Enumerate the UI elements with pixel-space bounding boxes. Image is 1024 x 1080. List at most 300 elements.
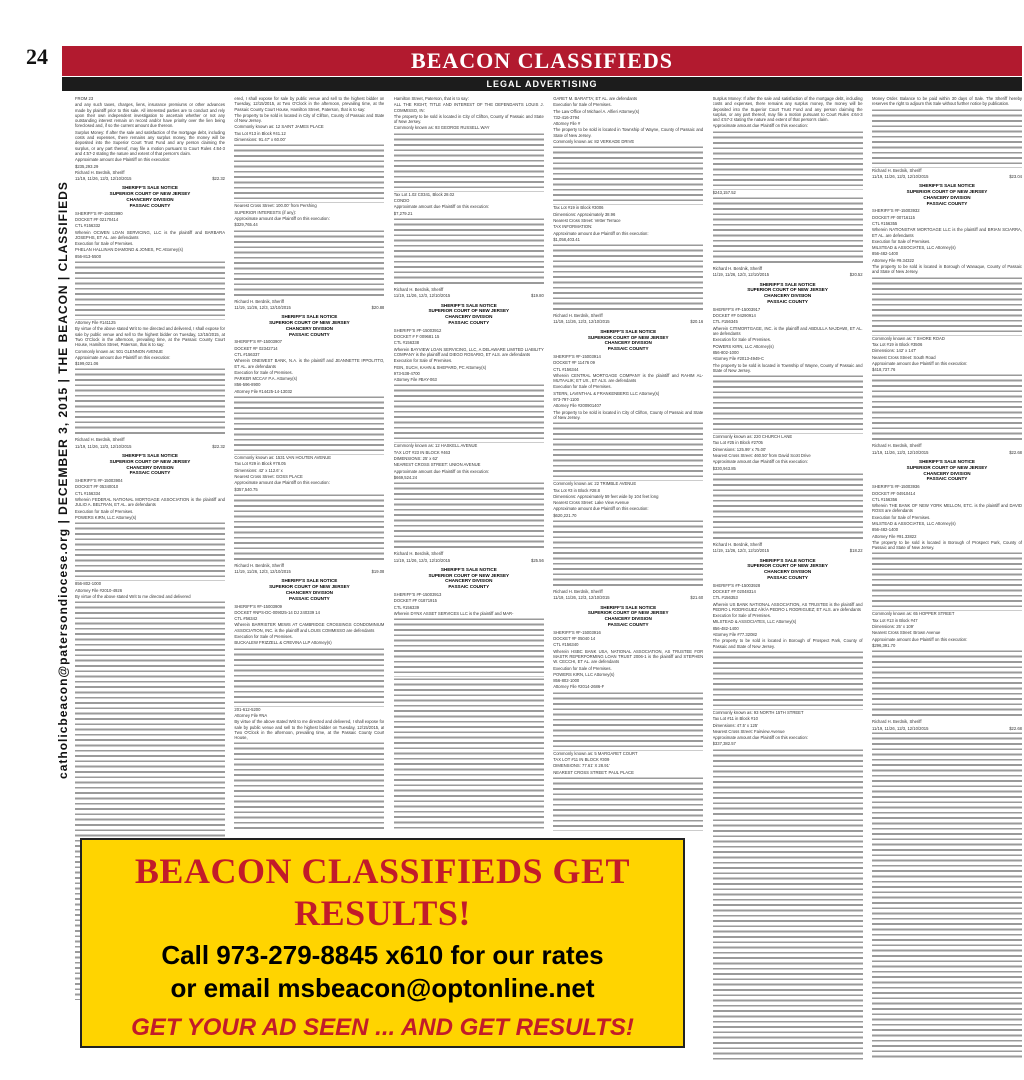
notice-text: Wherein BAYVIEW LOAN SERVICING, LLC, A DELAWARE LIMITED LIABILITY COMPANY is the plaintiff and DIEGO ROSARIO, ET ALS. are defendants [393, 346, 544, 357]
notice-text: Execution for Sale of Premises. [553, 384, 612, 390]
notice-text: Attorney File #141125 [75, 320, 116, 326]
notice-text: Wherein US BANK NATIONAL ASSOCIATION, AS TRUSTEE is the plaintiff and PEDRO L RODRIGUEZ A/K/A PEDRO L RODRIGUEZ; ET ALS. are defendants [712, 601, 863, 612]
notice-text: 973-538-4700 [393, 370, 420, 376]
docket-number: DOCKET #F 02342714 [234, 345, 278, 351]
intro-date: 11/19, 11/26, 12/3, 12/10/2015 [75, 176, 132, 182]
sheriff-number: SHERIFF'S #F-15003932 [872, 208, 920, 214]
notice-sheriff: SHERIFF'S SALE NOTICE [122, 185, 178, 191]
notice-county: PASSAIC COUNTY [607, 621, 649, 627]
notice-text: Approximate amount due Plaintiff on this execution: [872, 360, 968, 366]
docket-number: DOCKET #F 11476 09 [553, 360, 595, 366]
legal-text-block [713, 196, 863, 266]
notice-text: Nearest Cross Street: 460.50' from David Scott Drive [712, 453, 811, 459]
publication-dates: 11/19, 11/26, 12/3, 12/10/2015 [872, 449, 929, 455]
publication-row [713, 548, 863, 553]
docket-number: DOCKET #F 05340010 [75, 484, 119, 490]
intro-date-row [75, 176, 225, 181]
notice-division: CHANCERY DIVISION [126, 197, 174, 203]
docket-number: DOCKET #NPS-DC-009025-14 DJ 240339 14 [234, 609, 320, 615]
legal-text-block [394, 617, 544, 677]
notice-text: 973-797-1100 [553, 397, 579, 403]
notice-sheriff: SHERIFF'S SALE NOTICE [122, 452, 178, 458]
legal-text-block [872, 276, 1022, 336]
notice-heading [553, 329, 703, 352]
notice-county: PASSAIC COUNTY [448, 584, 490, 590]
notice-text: TAX INFORMATION: [553, 224, 593, 230]
notice-court: SUPERIOR COURT OF NEW JERSEY [747, 563, 828, 569]
notice-text: Dimensions: 25' x 109' [872, 624, 914, 630]
notice-text: Tax Lot #13 in Block #47 [872, 617, 918, 623]
notice-text: Attorney File # [553, 121, 581, 127]
notice-text: PHELAN HALLINAN DIAMOND & JONES, PC Attorney(s) [75, 247, 183, 253]
notice-text: Execution for Sale of Premises. [872, 514, 931, 520]
notice-text: Approximate amount due Plaintiff on this execution: [712, 735, 808, 741]
amount-due: $7,279.21 [393, 210, 413, 216]
sheriff-number: SHERIFF'S #F-15003990 [75, 210, 123, 216]
notice-text: The property to be sold is located in Borough of Wanaque, County of Passaic and State of New Jersey. [872, 264, 1022, 275]
notice-text: DIMENSIONS: 77.61' X 28.91' [553, 763, 610, 769]
notice-heading [394, 567, 544, 590]
notice-court: SUPERIOR COURT OF NEW JERSEY [269, 584, 350, 590]
notice-text: The property to be sold is located in City of Clifton, County of Passaic and State of New Jersey. [234, 112, 385, 124]
notice-text: Attorney File #9.34322 [872, 257, 915, 263]
legal-text-block [234, 143, 384, 203]
publication-dates: 11/19, 11/26, 12/3, 12/10/2015 [872, 725, 929, 731]
notice-text: Attorney File #2013-4949-C [712, 356, 765, 362]
publication-dates: 11/19, 11/26, 12/3, 12/10/2015 [712, 272, 770, 278]
notice-text: Nearest Cross Street: 100.00' from Pershing [234, 203, 317, 209]
sheriff-signature: Richard H. Berdnik, Sheriff [75, 437, 125, 443]
notice-text: Commonly known as: 501 GLENNON AVENUE [75, 348, 163, 354]
notice-text: BUCKALEW FRIZZELL & CREVINA LLP Attorney(s) [234, 640, 332, 646]
notice-text: Approximate amount due Plaintiff on this execution: [553, 230, 649, 236]
publication-dates: 11/19, 11/26, 12/3, 12/10/2015 [234, 569, 291, 575]
notice-text: 201-612-5200 [234, 706, 261, 712]
sheriff-signature: Richard H. Berdnik, Sheriff [393, 551, 444, 557]
publication-dates: 11/19, 11/26, 12/3, 12/10/2015 [553, 319, 610, 325]
notice-text: Execution for Sale of Premises. [75, 241, 134, 247]
notice-price: $19.08 [371, 569, 385, 575]
notice-sheriff: SHERIFF'S SALE NOTICE [281, 578, 338, 584]
amount-due: $199,021.06 [75, 361, 99, 367]
publication-dates: 11/19, 11/26, 12/3, 12/10/2015 [234, 304, 291, 310]
publication-row [394, 558, 544, 563]
notice-court: SUPERIOR COURT OF NEW JERSEY [906, 464, 988, 470]
notice-text: CTL #156339 [393, 604, 420, 610]
publication-dates: 11/19, 11/26, 12/3, 12/10/2015 [75, 443, 132, 449]
docket-number: DOCKET #F 05040 14 [553, 636, 596, 642]
notice-price: $23.04 [1009, 173, 1022, 179]
notice-text: Execution for Sale of Premises. [234, 369, 293, 375]
notice-text: CTL #156353 [712, 595, 738, 601]
notice-heading [713, 282, 863, 305]
notice-text: By virtue of the above stated Writ to me directed and delivered, I shall expose for sale by public venue and sell to the highest bidder on Tuesday, 12/15/2015, at Two O'Clock in the afternoon, prevailing time, at the Passaic County Court House, [234, 719, 385, 741]
notice-court: SUPERIOR COURT OF NEW JERSEY [109, 458, 191, 464]
notice-text: Wherein OCWEN LOAN SERVICING, LLC is the plaintiff and BARBARA JOSEPHS, ET AL. are defendants [75, 229, 225, 240]
notice-text: Tax Lot #19 in Block #3006 [553, 205, 604, 211]
sheriff-number: SHERIFF'S #F-15003904 [75, 478, 123, 484]
notice-division: CHANCERY DIVISION [763, 293, 812, 299]
notice-text: CTL #56342 [234, 616, 258, 622]
notice-division: CHANCERY DIVISION [285, 589, 333, 595]
notice-text: Tax Lot #29 in Block #78.05 [234, 461, 286, 467]
notice-text: CTL #156332 [75, 223, 101, 229]
legal-text-block [713, 130, 863, 190]
notice-sheriff: SHERIFF'S SALE NOTICE [759, 281, 816, 287]
notice-text: Commonly known as: 220 CHURCH LANE [712, 434, 793, 440]
notice-text: Attorney File #NA [234, 712, 268, 718]
notice-price: $22.68 [1009, 725, 1022, 731]
notice-court: SUPERIOR COURT OF NEW JERSEY [587, 610, 669, 616]
notice-text: POWERS KIRN, LLC Attorney(s) [712, 343, 774, 349]
notice-text: Tax Lot #19 in Block #3506 [872, 341, 923, 347]
notice-sheriff: SHERIFF'S SALE NOTICE [919, 183, 975, 189]
publication-dates: 11/19, 11/26, 12/3, 12/10/2015 [393, 557, 451, 563]
publication-row [553, 595, 703, 600]
docket-number: DOCKET #F 01871915 [393, 598, 438, 604]
notice-text: 856-802-1000 [75, 581, 102, 587]
notice-text: Commonly known as: 93 NORTH 15TH STREET [712, 709, 804, 715]
classifieds-ad [80, 838, 685, 1048]
publication-row [234, 305, 384, 310]
docket-number: DOCKET #F 02170414 [75, 216, 119, 222]
notice-text: The property to be sold is located in Township of Wayne, County of Passaic and State of New Jersey. [553, 127, 704, 138]
notice-text: 856-482-1400 [712, 625, 739, 631]
notice-text: Nearest Cross Street: South Road [872, 354, 936, 360]
sheriff-signature: Richard H. Berdnik, Sheriff [234, 562, 284, 568]
publication-row [872, 174, 1022, 179]
notice-text: Approximate amount due Plaintiff on this execution: [393, 204, 490, 210]
notice-heading [553, 605, 703, 628]
notice-court: SUPERIOR COURT OF NEW JERSEY [428, 572, 510, 578]
notice-heading [234, 314, 384, 337]
sheriff-number: SHERIFF'S #F-15003917 [712, 306, 761, 312]
notice-text: Commonly known as: 22 TRIMBLE AVENUE [553, 481, 637, 487]
notice-heading [394, 303, 544, 326]
column-5 [713, 96, 863, 1061]
notice-price: $20.52 [849, 272, 863, 278]
sheriff-number: SHERIFF'S #F-15003928 [712, 582, 761, 588]
notice-sheriff: SHERIFF'S SALE NOTICE [440, 566, 497, 572]
docket-number: DOCKET # F 009681 15 [393, 334, 440, 340]
notice-text: CTL #156334 [75, 490, 101, 496]
legal-text-block [394, 677, 544, 831]
notice-text: Approximate amount due Plaintiff on this execution: [234, 215, 330, 221]
legal-text-block [394, 132, 544, 192]
notice-price: $22.32 [212, 443, 225, 449]
notice-text: Approximate amount due Plaintiff on this execution: [553, 506, 649, 512]
sheriff-signature: Richard H. Berdnik, Sheriff [712, 266, 763, 272]
notice-text: Approximate amount due Plaintiff on this execution: [872, 636, 968, 642]
notice-text: The property to be sold is located in Borough of Prospect Park, County of Passaic and State of New Jersey. [872, 539, 1022, 551]
ad-tagline: GET YOUR AD SEEN ... AND GET RESULTS! [131, 1014, 634, 1041]
notice-text: CTL #156344 [553, 366, 579, 372]
publication-row [394, 293, 544, 298]
notice-text: The property to be sold is located in Township of Wayne, County of Passaic and State of New Jersey. [712, 362, 863, 373]
notice-text: Approximate amount due Plaintiff on this execution: [75, 354, 171, 360]
notice-text: Commonly known as: 7 SHORE ROAD [872, 335, 945, 341]
notice-text: Commonly known as: 12 HASKELL AVENUE [393, 443, 478, 449]
notice-text: 856-482-1400 [872, 251, 899, 257]
notice-text: Nearest Cross Street: Lake View Avenue [553, 500, 629, 506]
sheriff-signature: Richard H. Berdnik, Sheriff [553, 588, 603, 594]
notice-court: SUPERIOR COURT OF NEW JERSEY [906, 188, 988, 194]
sheriff-signature: Richard H. Berdnik, Sheriff [872, 443, 922, 449]
notice-text: 856-802-1000 [712, 349, 739, 355]
notice-division: CHANCERY DIVISION [604, 616, 652, 622]
notice-text: Tax Lot #25 in Block #2705 [712, 440, 763, 446]
notice-text: Commonly known as: 5 MARGARET COURT [553, 750, 638, 756]
legal-text-block [872, 108, 1022, 168]
notice-sheriff: SHERIFF'S SALE NOTICE [281, 314, 338, 320]
notice-court: SUPERIOR COURT OF NEW JERSEY [428, 308, 510, 314]
notice-heading [713, 558, 863, 581]
legal-text-block [553, 421, 703, 481]
notice-text: CTL #156356 [872, 496, 898, 502]
notice-text: Attorney File #2010-4926 [75, 587, 123, 593]
notice-text: Dimensions: Approximately 59 feet wide by 104 feet long [553, 493, 659, 499]
notice-text: ered, I shall expose for sale by public venue and sell to the highest bidder on Tuesday, 12/15/2015, at Two O'Clock in the afternoon, prevailing time, at the Passaic County Court House, Hamilton Street, Paterson, that is to say: [234, 96, 385, 112]
publication-dates: 11/19, 11/26, 12/3, 12/10/2015 [872, 173, 929, 179]
legal-text-block [394, 383, 544, 443]
notice-text: The property to be sold is located in City of Clifton, County of Passaic and State of New Jersey. [393, 113, 544, 125]
notice-price: $25.56 [530, 557, 544, 563]
notice-text: Execution for Sale of Premises. [234, 634, 293, 640]
notice-text: Wherein ONEWEST BANK, N.A. is the plaintiff and JEANNETTE IPPOLITTO, ET AL. are defendants [234, 358, 385, 369]
intro-paragraph: Approximate amount due Plaintiff on this execution: [75, 157, 171, 163]
sheriff-signature: Richard H. Berdnik, Sheriff [234, 298, 284, 304]
notice-price: $19.80 [530, 293, 544, 299]
publication-row [713, 272, 863, 277]
notice-text: Approximate amount due Plaintiff on this execution: [712, 123, 808, 129]
notice-text: The property to be sold is located in City of Clifton, County of Passaic and State of New Jersey. [553, 409, 704, 420]
legal-text-block [872, 551, 1022, 611]
notice-heading [872, 459, 1022, 482]
notice-text: Tax Lot 1.02 C0341, Block 28.02 [393, 191, 455, 197]
legal-text-block [713, 374, 863, 434]
notice-text: CTL #156340 [553, 642, 579, 648]
notice-text: Attorney File #200901407 [553, 403, 602, 409]
notice-division: CHANCERY DIVISION [445, 578, 493, 584]
amount-due: $620,221.70 [553, 512, 577, 518]
publication-row [872, 450, 1022, 455]
notice-county: PASSAIC COUNTY [767, 574, 808, 580]
sidebar-running-head [56, 70, 70, 890]
notice-text: Execution for Sale of Premises. [553, 102, 612, 108]
ad-headline: BEACON CLASSIFIEDS GET RESULTS! [134, 851, 631, 933]
notice-text: CONDO [393, 198, 410, 204]
notice-county: PASSAIC COUNTY [767, 299, 808, 305]
notice-text: Execution for Sale of Premises. [393, 358, 453, 364]
notice-division: CHANCERY DIVISION [126, 464, 174, 470]
notice-heading [872, 183, 1022, 206]
sheriff-number: SHERIFF'S #F-15003936 [872, 484, 920, 490]
legal-text-block [553, 145, 703, 205]
sheriff-signature: Richard H. Berdnik, Sheriff [393, 286, 444, 292]
notice-text: Wherein FEDERAL NATIONAL MORTGAGE ASSOCIATION is the plaintiff and JULIO A. BELTRAN, ET AL. are defendants [75, 497, 225, 508]
publication-row [553, 319, 703, 324]
intro-paragraph: FROM 23 [75, 96, 94, 101]
notice-text: By virtue of the above stated Writ to me directed and delivered [75, 593, 191, 599]
notice-text: Dimensions: 142' x 147' [872, 348, 917, 354]
notice-text: Dimensions: Approximately 38.96 [553, 211, 616, 217]
sheriff-number: SHERIFF'S #F-15003914 [553, 353, 601, 359]
notice-county: PASSAIC COUNTY [926, 200, 968, 206]
notice-text: The property to be sold is located in Borough of Prospect Park, County of Passaic and State of New Jersey. [712, 638, 863, 649]
notice-county: PASSAIC COUNTY [607, 346, 649, 352]
notice-text: Dimensions: 42' x 112.6' x [234, 467, 283, 473]
sheriff-number: SHERIFF'S #F-15003916 [553, 629, 601, 635]
notice-text: Commonly known as: 93 GEORGE RUSSELL WAY [393, 125, 490, 131]
notice-division: CHANCERY DIVISION [445, 314, 493, 320]
sheriff-signature: Richard H. Berdnik, Sheriff [553, 313, 603, 319]
notice-text: Commonly known as: 82 VERKADE DRIVE [553, 139, 635, 145]
notice-text: TAX LOT #23 IN BLOCK #463 [393, 449, 451, 455]
notice-text: Tax Lot #13 in Block #41.12 [234, 130, 286, 136]
notice-heading [75, 453, 225, 476]
notice-text: Wherein BARRISTER MEWS AT CAMBRIDGE CROSSINGS CONDOMINIUM ASSOCIATION, INC. is the plaintiff and LOUIS COMMISSO are defendants [234, 622, 385, 633]
notice-court: SUPERIOR COURT OF NEW JERSEY [747, 287, 828, 293]
legal-text-block [394, 481, 544, 551]
notice-sheriff: SHERIFF'S SALE NOTICE [759, 557, 816, 563]
amount-due: $330,943.85 [712, 465, 736, 471]
amount-due: $243,157.52 [712, 189, 736, 195]
sheriff-signature: Richard H. Berdnik, Sheriff [872, 719, 922, 725]
notice-price: $18.22 [849, 548, 863, 554]
intro-paragraph: Surplus Money: If after the sale and satisfaction of the mortgage debt, including costs and expenses, there remains any surplus money, the money will be deposited into the Superior Court Trust Fund and any person claiming the surplus, or any part thereof, may file a motion pursuant to Court Rules 4:64-3 and 4:57-2 stating the nature and extent of that person's claim. [75, 129, 225, 156]
intro-signature: Richard H. Berdnik, Sheriff [75, 169, 125, 175]
legal-text-block [234, 741, 384, 831]
notice-text: Attorney File #14425-14-13032 [234, 388, 293, 394]
notice-text: CTL #156338 [393, 340, 420, 346]
intro-amount: $235,293.29 [75, 163, 99, 169]
notice-text: Nearest Cross Street: Brown Avenue [872, 630, 941, 636]
column-6 [872, 96, 1022, 1061]
notice-text: PARKER MCCAY P.A. Attorney(s) [234, 376, 298, 382]
legal-text-block [872, 731, 1022, 1061]
notice-text: POWERS KIRN, LLC Attorney(s) [553, 671, 615, 677]
publication-dates: 11/19, 11/26, 12/3, 12/10/2015 [393, 293, 451, 299]
notice-text: MILSTEAD & ASSOCIATES, LLC Attorney(s) [872, 520, 956, 526]
notice-court: SUPERIOR COURT OF NEW JERSEY [269, 319, 350, 325]
notice-text: Approximate amount due Plaintiff on this execution: [712, 459, 808, 465]
notice-text: 856-802-1000 [553, 678, 580, 684]
notice-text: Execution for Sale of Premises. [75, 508, 134, 514]
sheriff-number: SHERIFF'S #F-15003909 [234, 603, 282, 609]
legal-text-block [713, 818, 863, 1061]
notice-text: GARET M. BARATTA; ET AL. are defendants [553, 96, 638, 101]
notice-text: Money Order. Balance to be paid within 30 days of Sale. The Sheriff hereby reserves the right to adjourn this Sale without further notice by publication. [872, 96, 1022, 107]
notice-text: Wherein CENTRAL MORTGAGE COMPANY is the plaintiff and RAHIM AL-MUTAALIK; ET UX., ET ALS. are defendants [553, 372, 704, 384]
notice-text: Attorney File #BAY-063 [393, 377, 437, 383]
notice-county: PASSAIC COUNTY [448, 319, 490, 325]
notice-text: CTL #156345 [712, 319, 738, 325]
notice-text: Approximate amount due Plaintiff on this execution: [393, 468, 490, 474]
notice-text: Wherein HSBC BANK USA, NATIONAL ASSOCIATION, AS TRUSTEE FOR MASTR REPERFORMING LOAN TRUST 2006-1 is the plaintiff and STEPHEN W. CECCHI, ET AL. are defendants [553, 648, 704, 665]
notice-text: Dimensions: 125.99' x 75.00' [712, 446, 767, 452]
notice-sheriff: SHERIFF'S SALE NOTICE [600, 604, 657, 610]
notice-text: By virtue of the above stated Writ to me directed and delivered, I shall expose for sale by public venue and sell to the highest bidder on Tuesday, 12/15/2015, at Two O'Clock in the afternoon, prevailing time, at the Passaic County Court House, Hamilton Street, Paterson, that is to say: [75, 326, 225, 348]
amount-due: $669,524.24 [393, 474, 418, 480]
notice-court: SUPERIOR COURT OF NEW JERSEY [587, 334, 669, 340]
docket-number: DOCKET #F 04910414 [872, 490, 916, 496]
legal-text-block [234, 647, 384, 707]
notice-text: POWERS KIRN, LLC Attorney(s) [75, 514, 137, 520]
notice-text: Execution for Sale of Premises. [553, 665, 612, 671]
notice-text: Attorney File #77.32082 [712, 632, 758, 638]
notice-text: Surplus Money: If after the sale and satisfaction of the mortgage debt, including costs and expenses, there remains any surplus money, the money will be deposited into the Superior Court Trust Fund and any person claiming the surplus, or any part thereof, may file a motion pursuant to Court Rules 4:64-3 and 4:57-2 stating the nature and extent of that person's claim. [712, 96, 863, 123]
notice-text: Commonly known as: 12 SAINT JAMES PLACE [234, 124, 324, 130]
legal-text-block [713, 472, 863, 542]
notice-text: 732-416-3794 [553, 114, 580, 120]
docket-number: DOCKET #F 02048314 [712, 588, 756, 594]
notice-sheriff: SHERIFF'S SALE NOTICE [600, 328, 657, 334]
notice-price: $22.68 [1009, 449, 1022, 455]
legal-text-block [394, 217, 544, 287]
amount-due: $418,737.76 [872, 367, 896, 373]
intro-price: $22.32 [212, 176, 225, 182]
publication-dates: 11/19, 11/26, 12/3, 12/10/2015 [712, 548, 770, 554]
notice-court: SUPERIOR COURT OF NEW JERSEY [109, 191, 191, 197]
publication-row [75, 444, 225, 449]
notice-text: CTL #156337 [234, 351, 260, 357]
notice-heading [234, 578, 384, 601]
sheriff-number: SHERIFF'S #F-15003913 [393, 591, 442, 597]
notice-county: PASSAIC COUNTY [289, 331, 330, 337]
notice-county: PASSAIC COUNTY [129, 470, 171, 476]
sheriff-number: SHERIFF'S #F-15003912 [393, 327, 442, 333]
sidebar-text: catholicbeacon@patersondiocese.org | DECEMBER 3, 2015 | THE BEACON | CLASSIFIEDS [56, 181, 70, 779]
notice-text: FEIN, SUCH, KAHN & SHEPARD, PC Attorney(s) [393, 364, 487, 370]
sheriff-signature: Richard H. Berdnik, Sheriff [712, 541, 763, 547]
ad-email-line: or email msbeacon@optonline.net [170, 973, 595, 1003]
column-2 [234, 96, 384, 831]
notice-price: $21.60 [690, 595, 704, 601]
notice-text: Wherein CITIMORTGAGE, INC. is the plaintiff and ABDULLA NAJDAWI, ET AL. are defendants [712, 325, 863, 337]
amount-due: $296,391.70 [872, 642, 896, 648]
section-banner: BEACON CLASSIFIEDS [62, 46, 1022, 76]
notice-text: ALL THE RIGHT, TITLE AND INTEREST OF THE DEFENDANTS LOUIS J. COMMISSO, IN: [393, 102, 544, 113]
publication-dates: 11/19, 11/26, 12/3, 12/10/2015 [553, 595, 610, 601]
notice-text: Commonly known as: 1531 VAN HOUTEN AVENUE [234, 455, 332, 461]
notice-text: Wherein THE BANK OF NEW YORK MELLON, ETC. is the plaintiff and DAVID ROSS are defendants [872, 503, 1022, 514]
notice-text: MILSTEAD & ASSOCIATES, LLC Attorney(s) [872, 245, 956, 251]
notice-text: NEAREST CROSS STREET: UNION AVENUE [393, 462, 481, 468]
notice-county: PASSAIC COUNTY [289, 595, 330, 601]
legal-text-block [75, 367, 225, 437]
notice-text: 856-596-8900 [234, 382, 261, 388]
notice-text: MILSTEAD & ASSOCIATES, LLC Attorney(s) [712, 619, 797, 625]
notice-text: 856-813-5500 [75, 253, 102, 259]
publication-row [234, 569, 384, 574]
sheriff-number: SHERIFF'S #F-15003907 [234, 339, 282, 345]
notice-price: $20.88 [371, 304, 385, 310]
legal-text-block [553, 691, 703, 751]
docket-number: DOCKET #F 00716115 [872, 214, 915, 220]
section-subbar: LEGAL ADVERTISING [62, 77, 1022, 91]
notice-text: TAX LOT #11 IN BLOCK #309 [553, 757, 610, 763]
column-3 [394, 96, 544, 831]
legal-text-block [234, 229, 384, 299]
legal-text-block [75, 260, 225, 320]
notice-price: $20.16 [690, 319, 704, 325]
amount-due: $337,382.57 [712, 741, 736, 747]
notice-text: CTL #156355 [872, 220, 898, 226]
notice-text: 856-482-1400 [872, 527, 899, 533]
sheriff-signature: Richard H. Berdnik, Sheriff [872, 167, 922, 173]
notice-text: The Law Office of Michael A. Alfieri Attorney(s) [553, 108, 640, 114]
notice-text: Nearest Cross Street: GOSS PLACE [234, 473, 303, 479]
